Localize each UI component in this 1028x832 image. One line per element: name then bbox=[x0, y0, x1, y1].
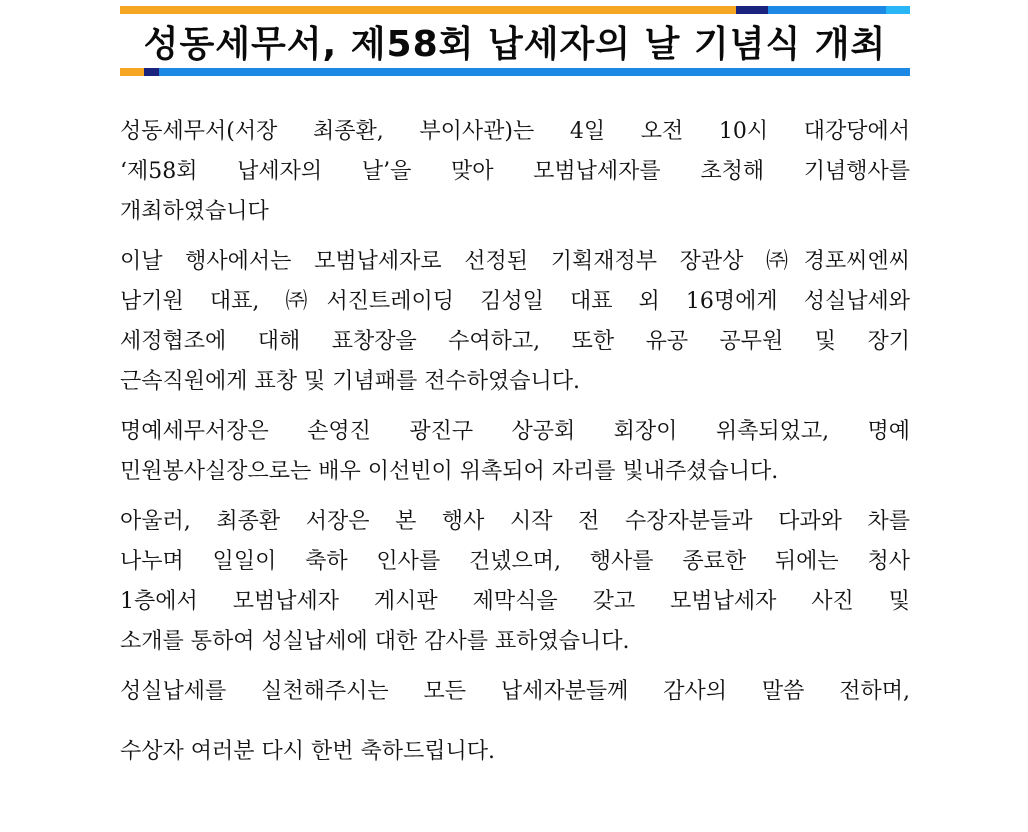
text-line: 소개를 통하여 성실납세에 대한 감사를 표하였습니다. bbox=[120, 629, 630, 654]
article-body bbox=[120, 112, 910, 782]
title-top-bar bbox=[120, 6, 910, 14]
top-bar-light-segment bbox=[886, 6, 910, 14]
text-line: 개최하였습니다 bbox=[120, 199, 269, 224]
top-bar-navy-segment bbox=[736, 6, 768, 14]
title-bottom-bar bbox=[120, 68, 910, 76]
text-line: 1층에서 모범납세자 게시판 제막식을 갖고 모범납세자 사진 및 bbox=[120, 589, 910, 614]
text-line: 명예세무서장은 손영진 광진구 상공회 회장이 위촉되었고, 명예 bbox=[120, 419, 910, 444]
text-line: 세정협조에 대해 표창장을 수여하고, 또한 유공 공무원 및 장기 bbox=[120, 329, 910, 354]
text-line: 민원봉사실장으로는 배우 이선빈이 위촉되어 자리를 빛내주셨습니다. bbox=[120, 459, 779, 484]
text-line: 성동세무서(서장 최종환, 부이사관)는 4일 오전 10시 대강당에서 bbox=[120, 119, 910, 144]
bottom-bar-blue-segment bbox=[159, 68, 910, 76]
text-line: 수상자 여러분 다시 한번 축하드립니다. bbox=[120, 739, 495, 764]
text-line: 성실납세를 실천해주시는 모든 납세자분들께 감사의 말씀 전하며, bbox=[120, 679, 910, 704]
paragraph-4 bbox=[120, 502, 910, 662]
page-title: 성동세무서, 제58회 납세자의 날 기념식 개최 bbox=[143, 23, 887, 65]
bottom-bar-yellow-segment bbox=[120, 68, 144, 76]
top-bar-blue-segment bbox=[768, 6, 887, 14]
paragraph-6 bbox=[120, 732, 910, 772]
bottom-bar-navy-segment bbox=[144, 68, 160, 76]
text-line: 나누며 일일이 축하 인사를 건넸으며, 행사를 종료한 뒤에는 청사 bbox=[120, 549, 910, 574]
text-line: 이날 행사에서는 모범납세자로 선정된 기획재정부 장관상 ㈜경포씨엔씨 bbox=[120, 249, 910, 274]
paragraph-1 bbox=[120, 112, 910, 232]
paragraph-3 bbox=[120, 412, 910, 492]
text-line: 근속직원에게 표창 및 기념패를 전수하였습니다. bbox=[120, 369, 581, 394]
text-line: ‘제58회 납세자의 날’을 맞아 모범납세자를 초청해 기념행사를 bbox=[120, 159, 910, 184]
text-line: 남기원 대표, ㈜서진트레이딩 김성일 대표 외 16명에게 성실납세와 bbox=[120, 289, 910, 314]
top-bar-yellow-segment bbox=[120, 6, 736, 14]
paragraph-5 bbox=[120, 672, 910, 712]
text-line: 아울러, 최종환 서장은 본 행사 시작 전 수장자분들과 다과와 차를 bbox=[120, 509, 910, 534]
paragraph-2 bbox=[120, 242, 910, 402]
